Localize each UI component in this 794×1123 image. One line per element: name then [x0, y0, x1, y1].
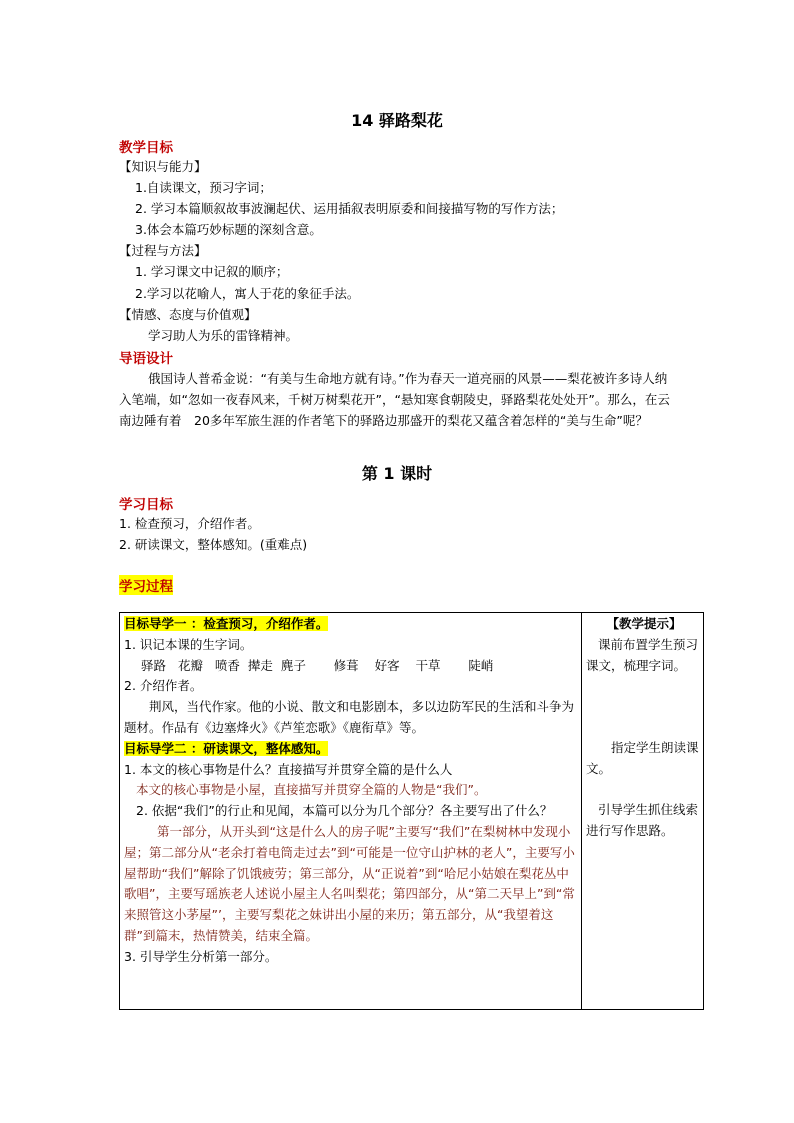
knowledge-label: 【知识与能力】 [119, 159, 207, 174]
question-1: 1. 本文的核心事物是什么？直接描写并贯穿全篇的是什么人 [124, 761, 453, 777]
knowledge-item-3: 3.体会本篇巧妙标题的深刻含意。 [135, 222, 322, 237]
tip-2: 指定学生朗读课文。 [586, 740, 699, 777]
word: 干草 [415, 657, 441, 673]
answer-2: 第一部分，从开头到“这是什么人的房子呢”主要写“我们”在梨树林中发现小屋；第二部分从“老余打着电筒走过去”到“可能是一位守山护林的老人”，主要写小屋帮助“我们”解除了饥饿疲劳；第三部分，从“正说着”到“哈尼小姑娘在梨花丛中歌唱”，主要写瑶族老人述说小屋主人名叫梨花；第四部分，从“第二天早上”到“常来照管这小茅屋”’，主要写梨花之妹讲出小屋的来历；第五部分，从“我望着这群”到篇末，热情赞美，结束全篇。 [124, 823, 575, 943]
word: 花瓣 [177, 657, 203, 673]
lesson-title: 第 1 课时 [361, 464, 433, 483]
table-left-cell [124, 614, 579, 968]
guide-1-heading: 目标导学一 ：检查预习，介绍作者。 [124, 616, 329, 631]
word-list [124, 656, 579, 677]
knowledge-item-2: 2. 学习本篇顺叙故事波澜起伏、运用插叙表明原委和间接描写物的写作方法； [135, 201, 564, 216]
table-divider [581, 612, 582, 1010]
emotion-text: 学习助人为乐的雷锋精神。 [148, 328, 299, 343]
question-2: 2. 依据“我们”的行止和见闻，本篇可以分为几个部分？各主要写出了什么？ [136, 803, 553, 819]
answer-1: 本文的核心事物是小屋，直接描写并贯穿全篇的人物是“我们”。 [136, 782, 487, 798]
tip-3: 引导学生抓住线索进行写作思路。 [586, 801, 699, 838]
g1-item-2: 2. 介绍作者。 [124, 678, 203, 694]
page-title: 14 驿路梨花 [351, 111, 443, 130]
word: 陡峭 [468, 657, 494, 673]
study-goal-2: 2. 研读课文，整体感知。(重难点) [119, 537, 308, 552]
word: 麂子 [280, 657, 306, 673]
guide-2-heading: 目标导学二 ：研读课文，整体感知。 [124, 740, 329, 756]
process-item-2: 2.学习以花喻人，寓人于花的象征手法。 [135, 286, 360, 301]
objectives-heading: 教学目标 [119, 140, 173, 156]
question-3: 3. 引导学生分析第一部分。 [124, 948, 278, 964]
process-item-1: 1. 学习课文中记叙的顺序； [135, 264, 289, 279]
table-right-cell [586, 614, 702, 842]
knowledge-item-1: 1.自读课文，预习字词； [135, 180, 272, 195]
tips-header: 【教学提示】 [606, 616, 682, 631]
author-text: 荆风，当代作家。他的小说、散文和电影剧本，多以边防军民的生活和斗争为题材。作品有《边塞烽火》《芦笙恋歌》《鹿衔草》等。 [124, 699, 575, 735]
tip-1: 课前布置学生预习课文，梳理字词。 [586, 636, 699, 673]
word: 好客 [374, 657, 400, 673]
study-goal-1: 1. 检查预习，介绍作者。 [119, 516, 260, 531]
word: 喷香 [214, 657, 240, 673]
word: 驿路 [141, 657, 167, 673]
study-process-heading: 学习过程 [119, 575, 173, 595]
g1-item-1: 1. 识记本课的生字词。 [124, 636, 253, 652]
study-goals-heading: 学习目标 [119, 497, 173, 513]
word: 撵走 [247, 657, 273, 673]
intro-text: 俄国诗人普希金说：“有美与生命地方就有诗。”作为春天一道亮丽的风景——梨花被许多诗人纳入笔端，如“忽如一夜春风来，千树万树梨花开”，“悬知寒食朝陵史，驿路梨花处处开”。那么，在云南边陲有着 20多年军旅生涯的作者笔下的驿路边那盛开的梨花又蕴含着怎样的“美与生命”呢？ [119, 371, 670, 428]
emotion-label: 【情感、态度与价值观】 [119, 307, 257, 322]
intro-heading: 导语设计 [119, 351, 173, 367]
word: 修葺 [333, 657, 359, 673]
process-label: 【过程与方法】 [119, 243, 207, 258]
